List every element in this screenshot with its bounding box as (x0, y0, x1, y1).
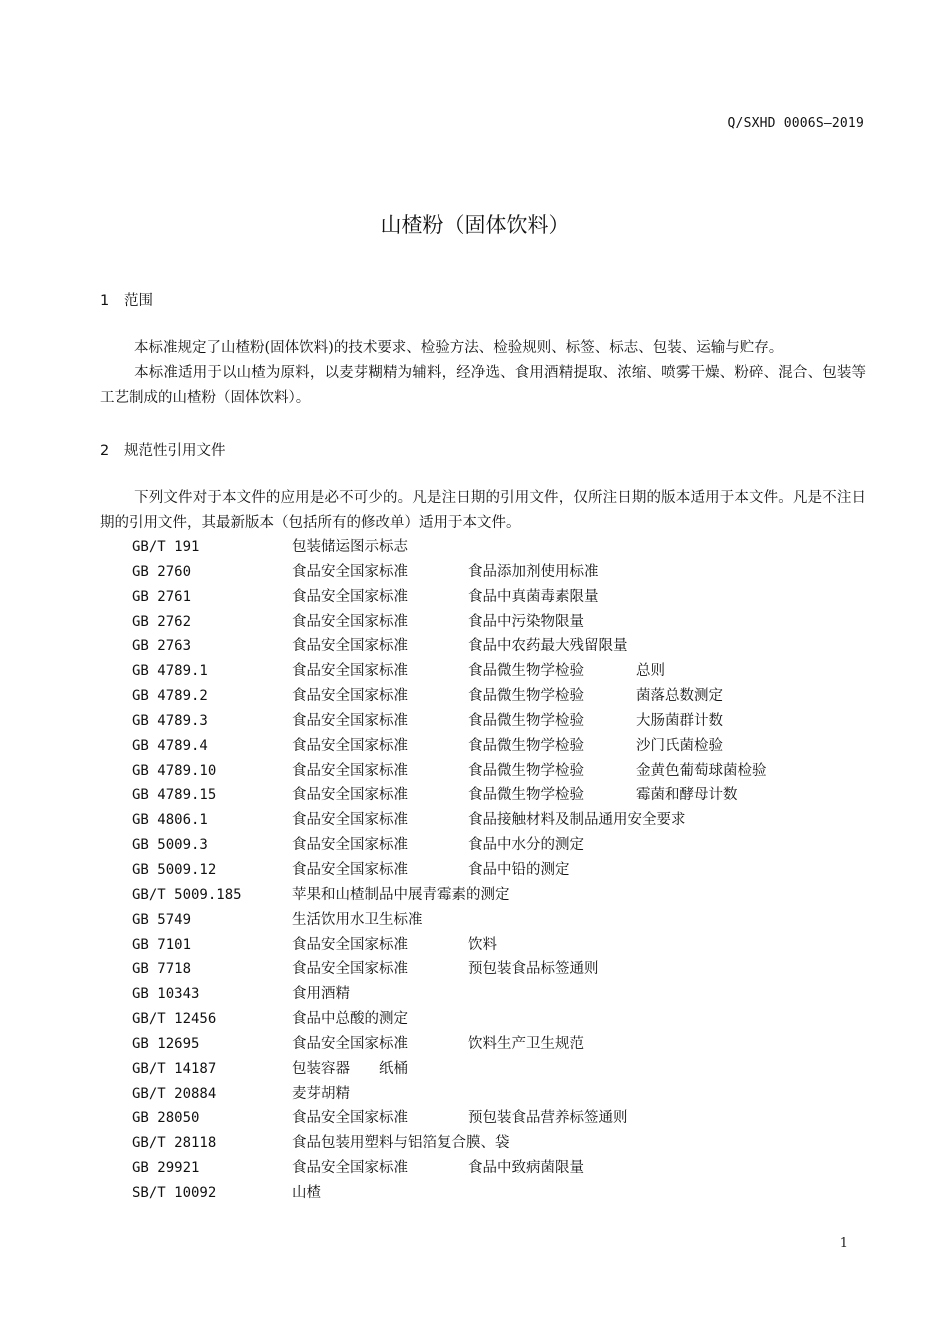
reference-code: GB 10343 (132, 986, 200, 1003)
reference-title: 食品安全国家标准 (292, 712, 408, 729)
reference-row (132, 883, 832, 908)
reference-code: GB 4789.3 (132, 712, 208, 729)
reference-subtitle: 食品添加剂使用标准 (468, 563, 599, 580)
reference-title: 食品安全国家标准 (292, 961, 408, 978)
reference-subtitle: 预包装食品营养标签通则 (468, 1110, 628, 1127)
section-heading-scope (100, 289, 153, 310)
reference-code: GB/T 5009.185 (132, 886, 242, 903)
reference-code: GB 4789.10 (132, 762, 217, 779)
reference-subtitle: 食品微生物学检验 (468, 762, 584, 779)
reference-title: 食品安全国家标准 (292, 613, 408, 630)
reference-subtitle: 食品中真菌毒素限量 (468, 588, 599, 605)
reference-code: GB/T 191 (132, 539, 200, 555)
reference-part: 金黄色葡萄球菌检验 (636, 762, 767, 779)
reference-code: GB 4789.2 (132, 688, 208, 705)
reference-row (132, 1181, 832, 1206)
reference-row (132, 1131, 832, 1156)
reference-code: GB 2760 (132, 563, 192, 580)
reference-title: 食品安全国家标准 (292, 861, 408, 878)
reference-row (132, 908, 832, 933)
paragraph-text: 本标准适用于以山楂为原料，以麦芽糊精为辅料，经净选、食用酒精提取、浓缩、喷雾干燥、粉碎、混合、包装等工艺制成的山楂粉（固体饮料）。 (100, 365, 866, 406)
reference-code: GB 5009.3 (132, 837, 208, 854)
reference-row (132, 833, 832, 858)
reference-title: 食品安全国家标准 (292, 812, 408, 829)
reference-title: 麦芽胡精 (292, 1085, 350, 1102)
reference-subtitle: 预包装食品标签通则 (468, 961, 599, 978)
reference-title: 食品安全国家标准 (292, 663, 408, 680)
reference-title: 山楂 (292, 1184, 321, 1201)
reference-row (132, 957, 832, 982)
reference-row (132, 585, 832, 610)
reference-title: 食品安全国家标准 (292, 563, 408, 580)
reference-title: 包装容器 纸桶 (292, 1060, 408, 1077)
reference-title: 食品安全国家标准 (292, 762, 408, 779)
reference-title: 食品安全国家标准 (292, 588, 408, 605)
reference-subtitle: 食品微生物学检验 (468, 737, 584, 754)
reference-row (132, 1082, 832, 1107)
reference-row (132, 535, 832, 560)
reference-title: 苹果和山楂制品中展青霉素的测定 (292, 886, 510, 903)
reference-code: GB 5749 (132, 911, 192, 928)
reference-part: 霉菌和酵母计数 (636, 787, 738, 804)
reference-code: GB 4789.1 (132, 663, 208, 680)
reference-title: 包装储运图示标志 (292, 539, 408, 555)
reference-row (132, 933, 832, 958)
reference-subtitle: 食品微生物学检验 (468, 688, 584, 705)
reference-part: 总则 (636, 663, 665, 680)
reference-code: GB/T 14187 (132, 1060, 217, 1077)
reference-title: 食用酒精 (292, 986, 350, 1003)
reference-title: 食品安全国家标准 (292, 638, 408, 655)
paragraph-text: 本标准规定了山楂粉(固体饮料)的技术要求、检验方法、检验规则、标签、标志、包装、运输与贮存。 (134, 340, 784, 356)
paragraph (100, 336, 866, 361)
reference-row (132, 734, 832, 759)
reference-code: SB/T 10092 (132, 1184, 217, 1201)
section-number: 2 (100, 443, 110, 459)
reference-subtitle: 食品微生物学检验 (468, 712, 584, 729)
reference-row (132, 709, 832, 734)
reference-code: GB/T 28118 (132, 1135, 217, 1152)
document-code: Q/SXHD 0006S—2019 (727, 116, 864, 131)
reference-title: 食品安全国家标准 (292, 837, 408, 854)
reference-title: 食品包装用塑料与铝箔复合膜、袋 (292, 1135, 510, 1152)
reference-code: GB 4789.4 (132, 737, 208, 754)
reference-row (132, 759, 832, 784)
reference-code: GB 2763 (132, 638, 192, 655)
reference-row (132, 634, 832, 659)
reference-title: 食品安全国家标准 (292, 1160, 408, 1177)
reference-code: GB 7101 (132, 936, 192, 953)
reference-row (132, 783, 832, 808)
reference-row (132, 982, 832, 1007)
reference-subtitle: 食品接触材料及制品通用安全要求 (468, 812, 686, 829)
reference-row (132, 858, 832, 883)
reference-subtitle: 食品中致病菌限量 (468, 1160, 584, 1177)
page-number: 1 (839, 1236, 848, 1251)
reference-title: 食品安全国家标准 (292, 688, 408, 705)
reference-code: GB 5009.12 (132, 861, 217, 878)
reference-subtitle: 食品中农药最大残留限量 (468, 638, 628, 655)
reference-code: GB/T 20884 (132, 1085, 217, 1102)
document-title: 山楂粉（固体饮料） (380, 213, 570, 237)
reference-subtitle: 食品微生物学检验 (468, 787, 584, 804)
reference-row (132, 1106, 832, 1131)
reference-title: 食品安全国家标准 (292, 1035, 408, 1052)
reference-code: GB 12695 (132, 1035, 200, 1052)
reference-code: GB 29921 (132, 1160, 200, 1177)
paragraph (100, 486, 866, 536)
reference-code: GB 2762 (132, 613, 192, 630)
reference-title: 食品安全国家标准 (292, 1110, 408, 1127)
reference-row (132, 610, 832, 635)
section-title: 规范性引用文件 (124, 443, 226, 459)
reference-title: 食品安全国家标准 (292, 787, 408, 804)
paragraph-text: 下列文件对于本文件的应用是必不可少的。凡是注日期的引用文件，仅所注日期的版本适用于本文件。凡是不注日期的引用文件，其最新版本（包括所有的修改单）适用于本文件。 (100, 490, 866, 531)
reference-subtitle: 食品中铅的测定 (468, 861, 570, 878)
reference-row (132, 684, 832, 709)
reference-list (132, 535, 832, 1206)
section-heading-normative-references (100, 439, 226, 460)
section-number: 1 (100, 293, 110, 309)
section-title: 范围 (124, 293, 153, 309)
reference-row (132, 659, 832, 684)
reference-row (132, 560, 832, 585)
reference-part: 菌落总数测定 (636, 688, 723, 705)
reference-title: 食品安全国家标准 (292, 936, 408, 953)
reference-row (132, 1007, 832, 1032)
reference-subtitle: 饮料生产卫生规范 (468, 1035, 584, 1052)
reference-title: 食品中总酸的测定 (292, 1011, 408, 1028)
reference-title: 生活饮用水卫生标准 (292, 911, 423, 928)
reference-subtitle: 食品中污染物限量 (468, 613, 584, 630)
reference-code: GB 28050 (132, 1110, 200, 1127)
reference-subtitle: 食品中水分的测定 (468, 837, 584, 854)
reference-code: GB 7718 (132, 961, 192, 978)
reference-row (132, 1156, 832, 1181)
reference-part: 沙门氏菌检验 (636, 737, 723, 754)
reference-subtitle: 食品微生物学检验 (468, 663, 584, 680)
reference-code: GB 4789.15 (132, 787, 217, 804)
reference-code: GB/T 12456 (132, 1011, 217, 1028)
reference-code: GB 4806.1 (132, 812, 208, 829)
reference-subtitle: 饮料 (468, 936, 497, 953)
reference-row (132, 808, 832, 833)
reference-title: 食品安全国家标准 (292, 737, 408, 754)
reference-row (132, 1057, 832, 1082)
reference-code: GB 2761 (132, 588, 192, 605)
reference-row (132, 1032, 832, 1057)
reference-part: 大肠菌群计数 (636, 712, 723, 729)
paragraph (100, 361, 866, 411)
